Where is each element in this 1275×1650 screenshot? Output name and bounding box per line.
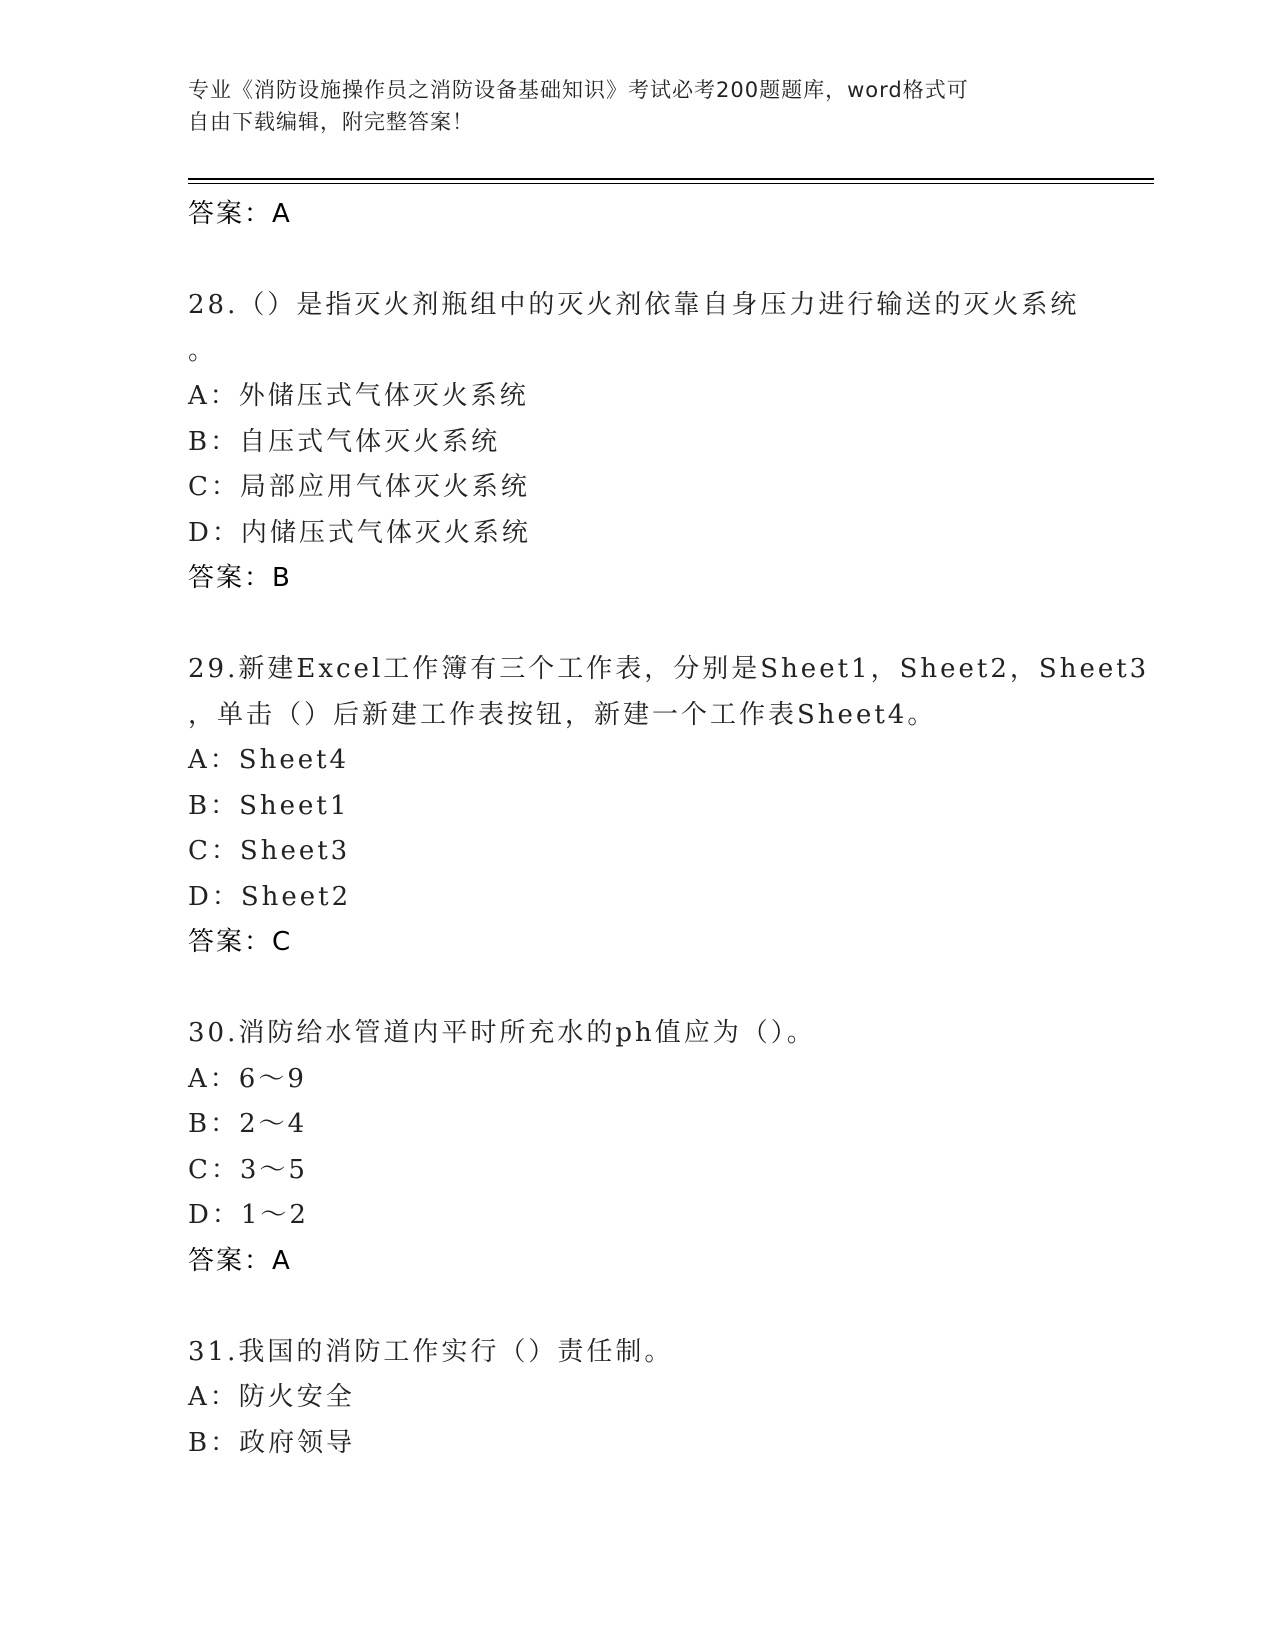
option-a: A：6～9 (188, 1063, 307, 1094)
option-d: D：内储压式气体灭火系统 (188, 517, 531, 548)
option-a: A：Sheet4 (188, 745, 350, 775)
option-b: B：自压式气体灭火系统 (188, 426, 501, 457)
option-a: A：外储压式气体灭火系统 (188, 381, 529, 411)
option-c: C：Sheet3 (188, 836, 351, 866)
header-divider (188, 178, 1154, 184)
option-b: B：2～4 (188, 1109, 308, 1139)
question-text: 28.（）是指灭火剂瓶组中的灭火剂依靠自身压力进行输送的灭火系统 (188, 290, 1080, 320)
option-b: B：政府领导 (188, 1427, 356, 1458)
question-29 (188, 647, 1150, 966)
question-text-continued: 。 (188, 335, 218, 366)
spacer (188, 602, 1088, 648)
answer-line: 答案：A (188, 1245, 292, 1276)
answer-line: 答案：A (188, 199, 292, 229)
spacer (188, 1284, 1088, 1330)
spacer (188, 238, 1088, 284)
question-31 (188, 1330, 1088, 1467)
question-28 (188, 283, 1088, 602)
question-text: 30.消防给水管道内平时所充水的ph值应为（）。 (188, 1018, 816, 1048)
document-header (188, 74, 1088, 138)
option-a: A：防火安全 (188, 1382, 355, 1412)
header-title-line-1: 专业《消防设施操作员之消防设备基础知识》考试必考200题题库，word格式可 (188, 78, 969, 102)
question-text-continued: ，单击（）后新建工作表按钮，新建一个工作表Sheet4。 (188, 699, 937, 730)
option-d: D：Sheet2 (188, 881, 352, 912)
answer-line: 答案：B (188, 563, 292, 593)
document-body (188, 192, 1150, 1466)
option-b: B：Sheet1 (188, 790, 350, 821)
answer-line: 答案：C (188, 927, 293, 957)
question-text: 29.新建Excel工作簿有三个工作表，分别是Sheet1，Sheet2，Sheet3 (188, 654, 1150, 684)
question-text: 31.我国的消防工作实行（）责任制。 (188, 1336, 674, 1367)
header-title-line-2: 自由下载编辑，附完整答案！ (188, 110, 474, 134)
question-30 (188, 1011, 1088, 1284)
option-d: D：1～2 (188, 1200, 309, 1230)
spacer (188, 966, 1088, 1012)
option-c: C：局部应用气体灭火系统 (188, 472, 530, 502)
option-c: C：3～5 (188, 1154, 308, 1185)
